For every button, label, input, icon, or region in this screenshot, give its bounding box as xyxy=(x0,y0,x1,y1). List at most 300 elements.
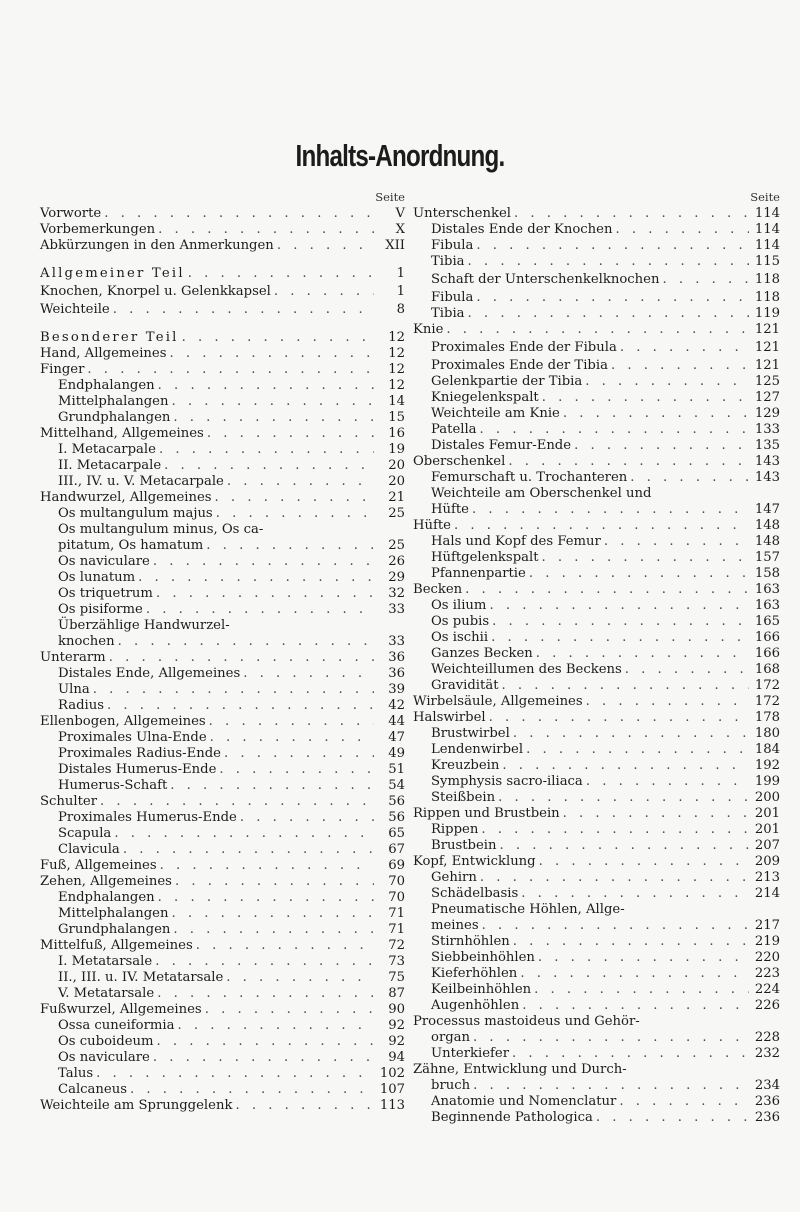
toc-entry-page: 56 xyxy=(388,794,405,809)
toc-entry xyxy=(40,426,405,442)
dot-leader xyxy=(188,266,374,282)
toc-entry-label: Kieferhöhlen xyxy=(431,966,518,981)
toc-entry-label: Endphalangen xyxy=(58,378,155,393)
toc-entry-label: organ xyxy=(431,1030,471,1045)
toc-entry-page: 71 xyxy=(388,906,405,921)
toc-entry-label: Mittelphalangen xyxy=(58,906,169,921)
toc-entry-page: 54 xyxy=(388,778,405,793)
toc-entry-page: 172 xyxy=(754,694,780,709)
toc-entry-page: 127 xyxy=(754,390,780,405)
toc-entry-label: Handwurzel, Allgemeines xyxy=(40,490,212,505)
dot-leader xyxy=(226,970,374,986)
dot-leader xyxy=(158,222,374,238)
toc-entry-label: Radius xyxy=(58,698,105,713)
toc-entry-label: Schaft der Unterschenkelknochen xyxy=(431,272,660,287)
toc-entry-page: 65 xyxy=(388,826,405,841)
dot-leader xyxy=(235,1098,374,1114)
toc-entry xyxy=(40,826,405,842)
dot-leader xyxy=(182,330,374,346)
dot-leader xyxy=(502,758,749,774)
toc-entry xyxy=(40,522,405,538)
dot-leader xyxy=(206,538,374,554)
toc-entry-page: 20 xyxy=(388,474,405,489)
toc-entry xyxy=(413,358,780,374)
toc-entry xyxy=(413,934,780,950)
dot-leader xyxy=(224,746,374,762)
dot-leader xyxy=(96,1066,374,1082)
dot-leader xyxy=(514,206,749,222)
dot-leader xyxy=(170,778,374,794)
toc-entry-page: 223 xyxy=(754,966,780,981)
dot-leader xyxy=(513,726,749,742)
toc-entry-page: 8 xyxy=(396,302,405,317)
toc-entry-page: 1 xyxy=(396,266,405,281)
toc-entry-label: Schulter xyxy=(40,794,98,809)
toc-entry-label: Gehirn xyxy=(431,870,477,885)
toc-entry-page: 87 xyxy=(388,986,405,1001)
toc-entry-page: 143 xyxy=(754,454,780,469)
toc-entry-label: I. Metatarsale xyxy=(58,954,153,969)
dot-leader xyxy=(480,422,749,438)
toc-entry-page: 33 xyxy=(388,602,405,617)
toc-entry-page: 158 xyxy=(754,566,780,581)
toc-entry xyxy=(413,854,780,870)
dot-leader xyxy=(164,458,374,474)
toc-entry-page: 199 xyxy=(754,774,780,789)
dot-leader xyxy=(596,1110,749,1126)
toc-entry-page: 12 xyxy=(388,346,405,361)
toc-entry-page: 157 xyxy=(754,550,780,565)
dot-leader xyxy=(480,870,749,886)
dot-leader xyxy=(277,238,374,254)
toc-entry-page: 92 xyxy=(388,1034,405,1049)
toc-entry xyxy=(40,890,405,906)
dot-leader xyxy=(476,290,749,306)
toc-entry xyxy=(40,506,405,522)
toc-entry-label: Hals und Kopf des Femur xyxy=(431,534,601,549)
toc-entry-page: 14 xyxy=(388,394,405,409)
toc-entry-label: II. Metacarpale xyxy=(58,458,162,473)
toc-entry xyxy=(413,486,780,502)
toc-entry-page: 114 xyxy=(754,206,780,221)
toc-entry xyxy=(413,534,780,550)
toc-entry-label: Kreuzbein xyxy=(431,758,500,773)
toc-entry-label: Fußwurzel, Allgemeines xyxy=(40,1002,202,1017)
dot-leader xyxy=(498,790,749,806)
toc-entry xyxy=(413,550,780,566)
toc-entry-page: 219 xyxy=(754,934,780,949)
toc-entry xyxy=(40,682,405,698)
toc-entry xyxy=(413,206,780,222)
toc-entry-page: 12 xyxy=(388,362,405,377)
toc-entry xyxy=(40,442,405,458)
toc-entry-label: Os ischii xyxy=(431,630,489,645)
toc-entry-page: 44 xyxy=(388,714,405,729)
toc-entry-page: 114 xyxy=(754,222,780,237)
toc-entry xyxy=(413,694,780,710)
toc-column-right xyxy=(413,190,780,1126)
toc-entry-page: 39 xyxy=(388,682,405,697)
toc-entry-page: 56 xyxy=(388,810,405,825)
toc-entry-label: Ulna xyxy=(58,682,90,697)
dot-leader xyxy=(512,1046,749,1062)
toc-entry-label: pitatum, Os hamatum xyxy=(58,538,204,553)
dot-leader xyxy=(526,742,749,758)
toc-entry-label: Oberschenkel xyxy=(413,454,506,469)
toc-entry xyxy=(413,630,780,646)
toc-entry-page: 107 xyxy=(379,1082,405,1097)
toc-entry xyxy=(413,422,780,438)
dot-leader xyxy=(472,502,749,518)
toc-entry-label: Finger xyxy=(40,362,85,377)
toc-entry-page: X xyxy=(395,222,405,237)
toc-entry xyxy=(413,582,780,598)
toc-entry xyxy=(413,918,780,934)
toc-entry-label: Lendenwirbel xyxy=(431,742,524,757)
toc-entry xyxy=(413,838,780,854)
toc-entry-page: 75 xyxy=(388,970,405,985)
toc-entry xyxy=(413,306,780,322)
toc-entry xyxy=(40,810,405,826)
toc-entry-page: 201 xyxy=(754,822,780,837)
toc-entry-page: 220 xyxy=(754,950,780,965)
toc-entry-label: Distales Humerus-Ende xyxy=(58,762,217,777)
toc-entry-label: Proximales Ende der Tibia xyxy=(431,358,608,373)
toc-entry-page: 172 xyxy=(754,678,780,693)
toc-entry xyxy=(413,822,780,838)
toc-entry-page: 228 xyxy=(754,1030,780,1045)
toc-entry-page: 26 xyxy=(388,554,405,569)
toc-entry xyxy=(413,950,780,966)
toc-entry xyxy=(413,790,780,806)
toc-entry-page: 16 xyxy=(388,426,405,441)
toc-entry xyxy=(40,762,405,778)
toc-entry-page: 133 xyxy=(754,422,780,437)
toc-entry-label: Fibula xyxy=(431,238,474,253)
toc-entry-label: Zähne, Entwicklung und Durch- xyxy=(413,1062,627,1077)
toc-entry-label: Os lunatum xyxy=(58,570,136,585)
toc-entry-label: Proximales Radius-Ende xyxy=(58,746,221,761)
toc-entry xyxy=(40,302,405,318)
toc-entry-label: Beginnende Pathologica xyxy=(431,1110,593,1125)
toc-entry xyxy=(40,938,405,954)
toc-entry-page: 217 xyxy=(754,918,780,933)
toc-entry-label: Os multangulum minus, Os ca- xyxy=(58,522,264,537)
page-title: Inhalts-Anordnung. xyxy=(295,138,505,173)
dot-leader xyxy=(563,806,749,822)
dot-leader xyxy=(160,858,374,874)
toc-entry-page: 166 xyxy=(754,630,780,645)
toc-entry-label: Proximales Humerus-Ende xyxy=(58,810,237,825)
toc-entry-label: Becken xyxy=(413,582,463,597)
toc-entry xyxy=(40,698,405,714)
toc-entry xyxy=(40,458,405,474)
toc-entry-label: Ellenbogen, Allgemeines xyxy=(40,714,206,729)
dot-leader xyxy=(611,358,749,374)
toc-entry-label: Weichteile am Sprunggelenk xyxy=(40,1098,233,1113)
toc-entry-page: 214 xyxy=(754,886,780,901)
toc-entry-page: 21 xyxy=(388,490,405,505)
dot-leader xyxy=(156,586,374,602)
toc-entry-page: 232 xyxy=(754,1046,780,1061)
toc-entry-page: 36 xyxy=(388,666,405,681)
toc-entry-label: Rippen und Brustbein xyxy=(413,806,560,821)
toc-entry xyxy=(413,646,780,662)
dot-leader xyxy=(159,442,374,458)
toc-entry-page: 25 xyxy=(388,538,405,553)
dot-leader xyxy=(158,378,374,394)
toc-entry-page: 119 xyxy=(754,306,780,321)
toc-entry-label: Zehen, Allgemeines xyxy=(40,874,172,889)
toc-entry-label: Unterschenkel xyxy=(413,206,511,221)
toc-entry-label: Weichteile am Knie xyxy=(431,406,560,421)
dot-leader xyxy=(118,634,374,650)
toc-entry-label: meines xyxy=(431,918,479,933)
dot-leader xyxy=(216,506,374,522)
toc-entry xyxy=(413,290,780,306)
toc-entry-label: Mittelphalangen xyxy=(58,394,169,409)
dot-leader xyxy=(521,886,749,902)
toc-entry xyxy=(413,454,780,470)
dot-leader xyxy=(542,550,749,566)
toc-entry xyxy=(40,490,405,506)
toc-entry xyxy=(413,902,780,918)
toc-entry-label: Weichteile xyxy=(40,302,110,317)
toc-entry-page: 29 xyxy=(388,570,405,585)
toc-entry-label: knochen xyxy=(58,634,115,649)
dot-leader xyxy=(492,614,749,630)
toc-entry xyxy=(40,206,405,222)
dot-leader xyxy=(585,374,749,390)
toc-entry-page: 90 xyxy=(388,1002,405,1017)
toc-entry xyxy=(40,346,405,362)
toc-entry-page: 147 xyxy=(754,502,780,517)
toc-entry xyxy=(413,678,780,694)
toc-entry-page: 94 xyxy=(388,1050,405,1065)
toc-entry-page: 192 xyxy=(754,758,780,773)
toc-entry xyxy=(40,330,405,346)
toc-entry-page: 113 xyxy=(379,1098,405,1113)
toc-entry-label: Femurschaft u. Trochanteren xyxy=(431,470,628,485)
dot-leader xyxy=(615,222,749,238)
dot-leader xyxy=(219,762,374,778)
dot-leader xyxy=(207,426,374,442)
dot-leader xyxy=(473,1078,749,1094)
toc-entry-label: Scapula xyxy=(58,826,112,841)
dot-leader xyxy=(171,906,374,922)
dot-leader xyxy=(482,918,749,934)
dot-leader xyxy=(604,534,749,550)
toc-entry xyxy=(40,1066,405,1082)
dot-leader xyxy=(539,854,749,870)
toc-entry-label: Vorworte xyxy=(40,206,102,221)
dot-leader xyxy=(536,646,749,662)
page-header-label: Seite xyxy=(750,190,780,204)
toc-entry-label: Brustbein xyxy=(431,838,497,853)
toc-entry-label: Tibia xyxy=(431,254,465,269)
dot-leader xyxy=(114,826,374,842)
toc-entry xyxy=(413,322,780,338)
toc-entry xyxy=(40,746,405,762)
toc-entry xyxy=(40,394,405,410)
toc-entry-label: Endphalangen xyxy=(58,890,155,905)
toc-entry xyxy=(40,1034,405,1050)
toc-entry-page: 47 xyxy=(388,730,405,745)
toc-entry-page: 200 xyxy=(754,790,780,805)
dot-leader xyxy=(489,598,749,614)
toc-entry-page: 118 xyxy=(754,272,780,287)
dot-leader xyxy=(173,922,374,938)
toc-entry-label: Tibia xyxy=(431,306,465,321)
toc-entry-label: II., III. u. IV. Metatarsale xyxy=(58,970,224,985)
toc-entry-page: 236 xyxy=(754,1094,780,1109)
toc-entry-page: 184 xyxy=(754,742,780,757)
toc-entry xyxy=(413,726,780,742)
dot-leader xyxy=(153,1050,374,1066)
toc-entry xyxy=(413,1094,780,1110)
toc-entry-label: Brustwirbel xyxy=(431,726,510,741)
dot-leader xyxy=(489,710,749,726)
toc-entry-page: 20 xyxy=(388,458,405,473)
toc-entry-label: Weichteile am Oberschenkel und xyxy=(431,486,652,501)
toc-entry-page: 69 xyxy=(388,858,405,873)
toc-entry-label: Os pubis xyxy=(431,614,490,629)
toc-entry-label: Schädelbasis xyxy=(431,886,519,901)
toc-entry-page: 163 xyxy=(754,582,780,597)
toc-entry-page: 213 xyxy=(754,870,780,885)
toc-entry-label: Clavicula xyxy=(58,842,120,857)
toc-entry-page: 32 xyxy=(388,586,405,601)
toc-entry-page: 148 xyxy=(754,534,780,549)
dot-leader xyxy=(146,602,374,618)
toc-entry-label: Halswirbel xyxy=(413,710,486,725)
toc-entry-label: Humerus-Schaft xyxy=(58,778,168,793)
toc-entry-page: 201 xyxy=(754,806,780,821)
toc-entry-page: 209 xyxy=(754,854,780,869)
toc-entry-label: Proximales Ulna-Ende xyxy=(58,730,207,745)
toc-entry-page: 224 xyxy=(754,982,780,997)
dot-leader xyxy=(491,630,749,646)
toc-entry xyxy=(413,598,780,614)
toc-entry-label: I. Metacarpale xyxy=(58,442,156,457)
toc-entry-label: Augenhöhlen xyxy=(431,998,520,1013)
toc-entry-page: 25 xyxy=(388,506,405,521)
toc-entry-page: 67 xyxy=(388,842,405,857)
toc-entry-page: 12 xyxy=(388,378,405,393)
toc-entry xyxy=(40,222,405,238)
toc-entry-label: Symphysis sacro-iliaca xyxy=(431,774,583,789)
toc-entry xyxy=(413,742,780,758)
toc-entry-label: Kniegelenkspalt xyxy=(431,390,539,405)
toc-column-left xyxy=(40,190,405,1114)
toc-entry-label: Kopf, Entwicklung xyxy=(413,854,536,869)
dot-leader xyxy=(196,938,374,954)
toc-entry-page: V xyxy=(395,206,405,221)
toc-entry xyxy=(40,634,405,650)
toc-entry xyxy=(40,1002,405,1018)
toc-entry-label: Stirnhöhlen xyxy=(431,934,510,949)
toc-entry xyxy=(413,518,780,534)
toc-entry-page: 166 xyxy=(754,646,780,661)
toc-entry-page: 92 xyxy=(388,1018,405,1033)
toc-entry-label: Hüfte xyxy=(431,502,469,517)
toc-entry xyxy=(413,662,780,678)
toc-entry-page: 168 xyxy=(754,662,780,677)
toc-entry xyxy=(40,1098,405,1114)
toc-entry xyxy=(40,570,405,586)
toc-entry-label: Talus xyxy=(58,1066,94,1081)
toc-entry xyxy=(413,254,780,270)
toc-entry-page: 148 xyxy=(754,518,780,533)
toc-entry-page: 236 xyxy=(754,1110,780,1125)
toc-entry-page: 36 xyxy=(388,650,405,665)
toc-entry-page: 234 xyxy=(754,1078,780,1093)
toc-entry xyxy=(40,618,405,634)
dot-leader xyxy=(446,322,749,338)
toc-entry xyxy=(40,858,405,874)
dot-leader xyxy=(625,662,749,678)
toc-entry xyxy=(413,374,780,390)
toc-entry-label: Anatomie und Nomenclatur xyxy=(431,1094,617,1109)
dot-leader xyxy=(500,838,749,854)
dot-leader xyxy=(173,410,374,426)
dot-leader xyxy=(240,810,374,826)
toc-entry-page: 70 xyxy=(388,874,405,889)
toc-entry xyxy=(413,438,780,454)
dot-leader xyxy=(473,1030,749,1046)
toc-entry-label: Os triquetrum xyxy=(58,586,153,601)
toc-entry-label: Patella xyxy=(431,422,477,437)
dot-leader xyxy=(513,934,749,950)
toc-entry xyxy=(40,538,405,554)
dot-leader xyxy=(243,666,374,682)
toc-entry-label: Ossa cuneiformia xyxy=(58,1018,175,1033)
dot-leader xyxy=(104,206,374,222)
dot-leader xyxy=(468,254,749,270)
dot-leader xyxy=(586,694,749,710)
toc-entry-label: Distales Ende der Knochen xyxy=(431,222,613,237)
toc-entry xyxy=(413,982,780,998)
dot-leader xyxy=(175,874,374,890)
toc-entry xyxy=(40,778,405,794)
toc-entry xyxy=(40,730,405,746)
toc-entry xyxy=(40,410,405,426)
toc-entry-label: Os naviculare xyxy=(58,1050,150,1065)
dot-leader xyxy=(205,1002,374,1018)
dot-leader xyxy=(529,566,749,582)
dot-leader xyxy=(209,714,374,730)
toc-entry xyxy=(413,886,780,902)
toc-entry xyxy=(413,390,780,406)
toc-entry xyxy=(413,222,780,238)
toc-entry-label: Os pisiforme xyxy=(58,602,143,617)
toc-entry-page: 118 xyxy=(754,290,780,305)
toc-entry-label: V. Metatarsale xyxy=(58,986,155,1001)
toc-entry xyxy=(40,586,405,602)
toc-entry-page: 180 xyxy=(754,726,780,741)
toc-entry-label: Mittelfuß, Allgemeines xyxy=(40,938,193,953)
toc-entry xyxy=(40,1018,405,1034)
toc-entry-label: Knochen, Knorpel u. Gelenkkapsel xyxy=(40,284,271,299)
dot-leader xyxy=(158,890,374,906)
dot-leader xyxy=(476,238,749,254)
toc-entry xyxy=(413,774,780,790)
dot-leader xyxy=(538,950,749,966)
toc-entry xyxy=(413,1062,780,1078)
toc-entry xyxy=(413,340,780,358)
toc-entry xyxy=(40,554,405,570)
toc-entry xyxy=(413,758,780,774)
